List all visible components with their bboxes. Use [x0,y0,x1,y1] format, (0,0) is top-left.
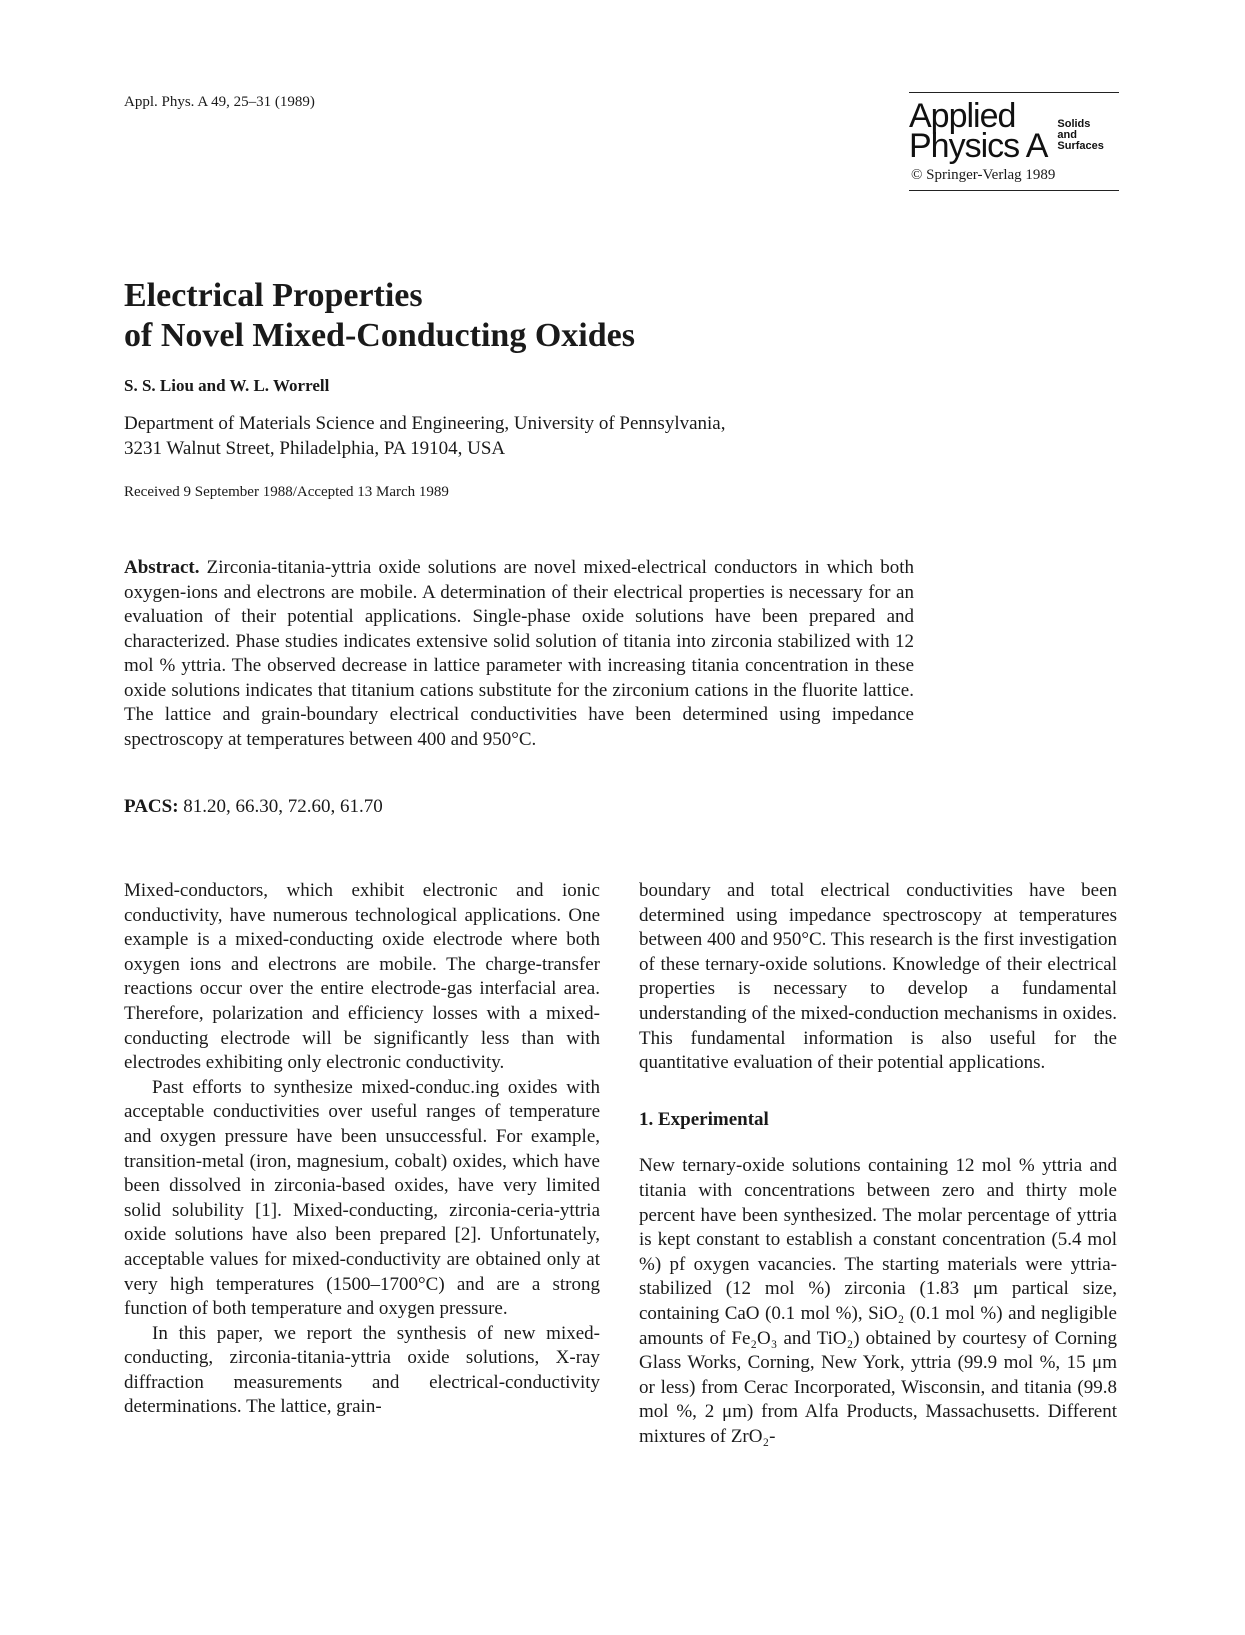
publisher-copyright: © Springer-Verlag 1989 [911,167,1056,183]
body-column-left [124,879,600,1420]
article-authors: S. S. Liou and W. L. Worrell [124,376,330,395]
logo-bottom-rule [909,190,1119,191]
journal-citation: Appl. Phys. A 49, 25–31 (1989) [124,94,315,110]
body-paragraph: In this paper, we report the synthesis of new mixed-conducting, zirconia-titania-yttria oxide solutions, X-ray diffraction measurements and electrical-conductivity determinations. The lattice, grain- [124,1322,600,1418]
pacs-codes [124,796,383,818]
abstract-text: Zirconia-titania-yttria oxide solutions are novel mixed-electrical conductors in which both oxygen-ions and electrons are mobile. A determination of their electrical properties is necessary for an evaluation of their potential applications. Single-phase oxide solutions have been prepared and characterized. Phase studies indicates extensive solid solution of titania into zirconia stabilized with 12 mol % yttria. The observed decrease in lattice parameter with increasing titania concentration in these oxide solutions indicates that titanium cations substitute for the zirconium cations in the fluorite lattice. The lattice and grain-boundary electrical conductivities have been determined using impedance spectroscopy at temperatures between 400 and 950°C. [124,557,914,750]
journal-logo [909,97,1119,165]
body-paragraph: boundary and total electrical conductivities have been determined using impedance spectroscopy at temperatures between 400 and 950°C. This research is the first investigation of these ternary-oxide solutions. Knowledge of their electrical properties is necessary to develop a fundamental understanding of the mixed-conduction mechanisms in oxides. This fundamental information is also useful for the quantitative evaluation of their potential applications. [639,880,1117,1074]
logo-top-rule [909,92,1119,93]
body-column-right [639,879,1117,1449]
body-paragraph: Mixed-conductors, which exhibit electronic and ionic conductivity, have numerous technological applications. One example is a mixed-conducting oxide electrode where both oxygen ions and electrons are mobile. The charge-transfer reactions occur over the entire electrode-gas interfacial area. Therefore, polarization and efficiency losses with a mixed-conducting electrode will be significantly less than with electrodes exhibiting only electronic conductivity. [124,880,600,1074]
body-paragraph: New ternary-oxide solutions containing 12 mol % yttria and titania with concentrations between zero and thirty mole percent have been synthesized. The molar percentage of yttria is kept constant to establish a constant concentration (5.4 mol %) pf oxygen vacancies. The starting materials were yttria-stabilized (12 mol %) zirconia (1.83 μm partical size, containing CaO (0.1 mol %), SiO₂ (0.1 mol %) and negligible amounts of Fe₂O₃ and TiO₂) obtained by courtesy of Corning Glass Works, Corning, New York, yttria (99.9 mol %, 15 μm or less) from Cerac Incorporated, Wisconsin, and titania (99.8 mol %, 2 μm) from Alfa Products, Massachusetts. Different mixtures of ZrO₂- [639,1155,1117,1447]
section-heading-experimental: 1. Experimental [639,1108,769,1130]
body-paragraph: Past efforts to synthesize mixed-conduc.ing oxides with acceptable conductivities over useful ranges of temperature and oxygen pressure have been unsuccessful. For example, transition-metal (iron, magnesium, cobalt) oxides, which have been dissolved in zirconia-based oxides, have very limited solid solubility [1]. Mixed-conducting, zirconia-ceria-yttria oxide solutions have also been prepared [2]. Unfortunately, acceptable values for mixed-conductivity are obtained only at very high temperatures (1500–1700°C) and are a strong function of both temperature and oxygen pressure. [124,1076,600,1320]
abstract-label: Abstract. [124,557,200,578]
pacs-label: PACS: [124,796,179,817]
abstract [124,556,914,752]
pacs-values: 81.20, 66.30, 72.60, 61.70 [183,796,383,817]
journal-logo-box [909,92,1119,191]
article-title: Electrical Properties of Novel Mixed-Conducting Oxides [124,277,635,354]
received-dates: Received 9 September 1988/Accepted 13 March 1989 [124,484,449,500]
author-affiliation: Department of Materials Science and Engineering, University of Pennsylvania, 3231 Walnut Street, Philadelphia, PA 19104, USA [124,413,726,459]
journal-logo-name: Applied Physics A [909,97,1048,165]
journal-logo-subtitle: Solids and Surfaces [1057,118,1104,152]
